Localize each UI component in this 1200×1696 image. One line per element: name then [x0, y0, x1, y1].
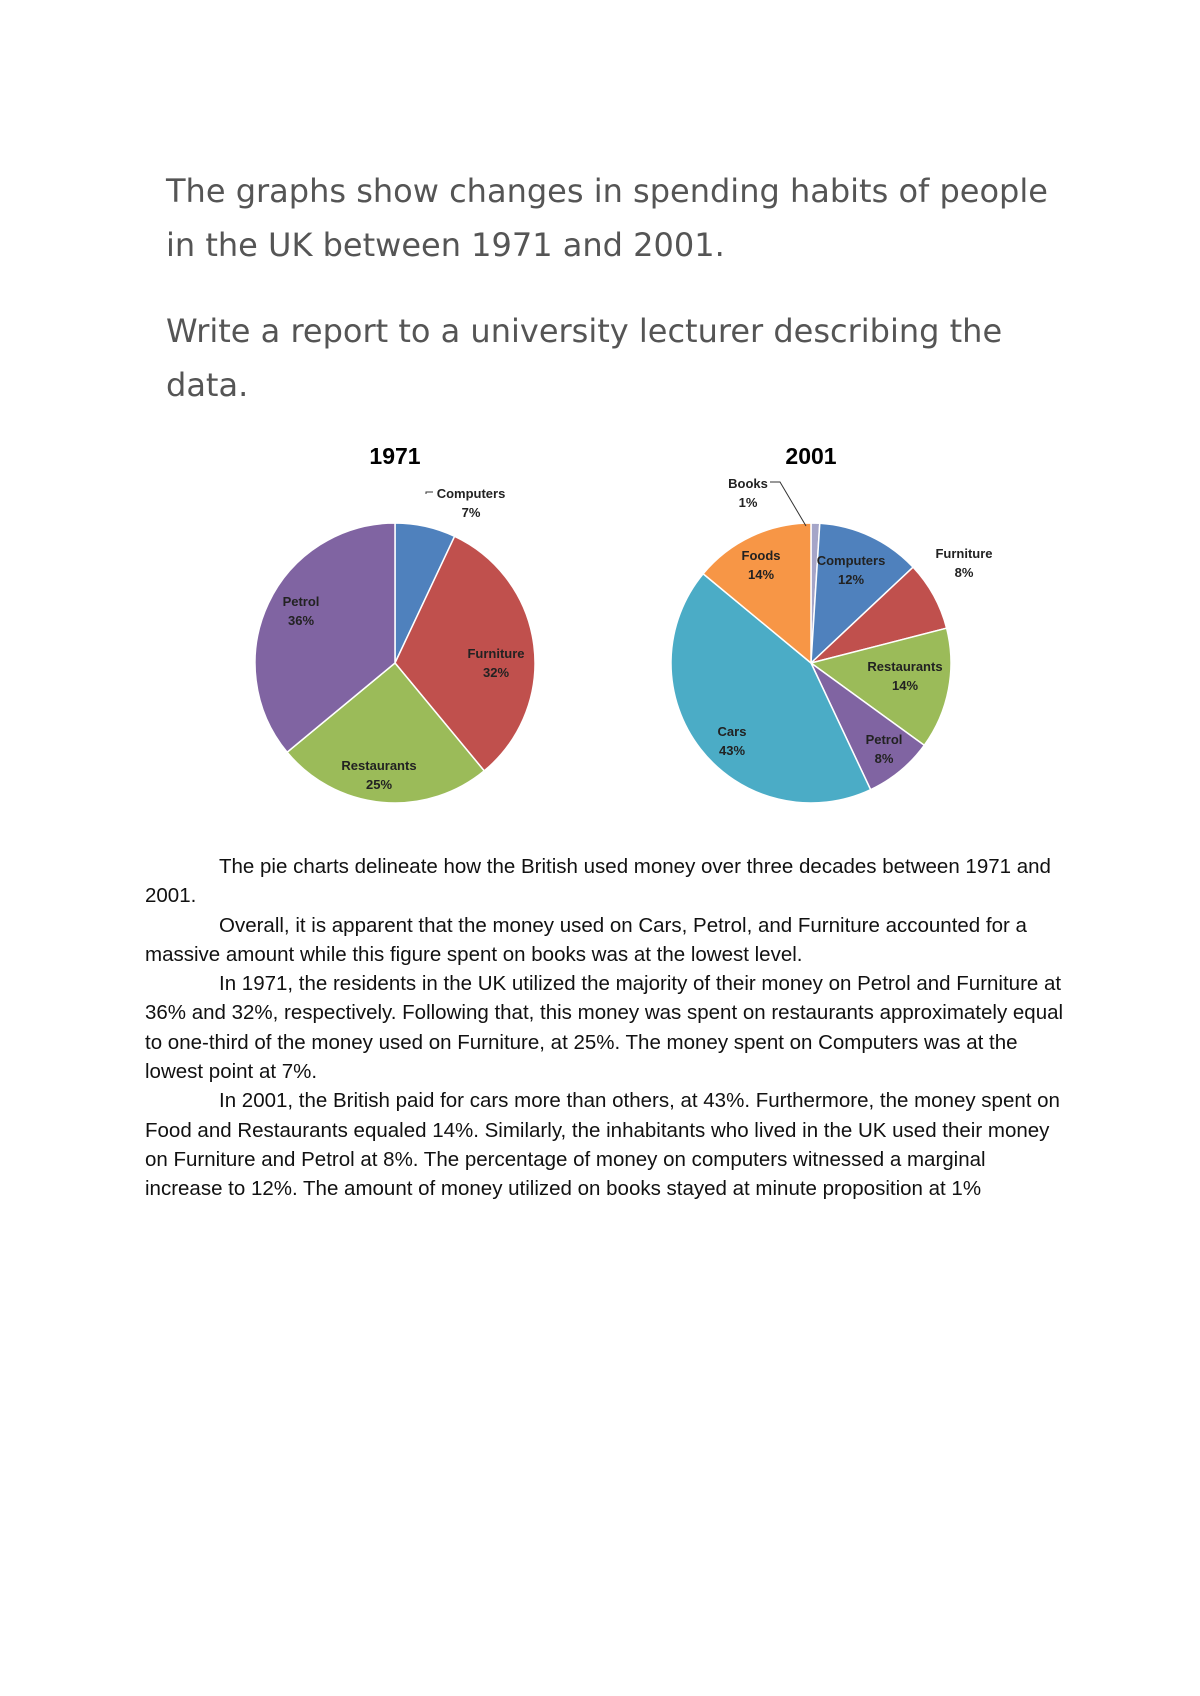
- essay-paragraph-1: The pie charts delineate how the British used money over three decades between 1971 and 2001.: [145, 855, 1051, 908]
- task-prompt: [166, 164, 1066, 444]
- pie-chart-2001: [671, 443, 993, 803]
- essay-paragraph-3: In 1971, the residents in the UK utilized the majority of their money on Petrol and Furniture at 36% and 32%, respectively. Following that, this money was spent on restaurants approximately equal to one-third of the money used on Furniture, at 25%. The money spent on Computers was at the lowest point at 7%.: [145, 972, 1064, 1084]
- chart-title-1971: 1971: [369, 443, 421, 469]
- slice-value-2001-restaurants: 14%: [891, 678, 919, 693]
- slice-label-1971-computers: Computers: [436, 486, 506, 501]
- slice-label-2001-computers: Computers: [816, 553, 886, 568]
- slice-label-1971-restaurants: Restaurants: [341, 758, 417, 773]
- leader-line-2001-books: [770, 482, 806, 526]
- slice-value-1971-restaurants: 25%: [365, 777, 393, 792]
- pie-charts: [0, 430, 1200, 810]
- slice-label-2001-foods: Foods: [741, 548, 781, 563]
- slice-value-2001-books: 1%: [738, 495, 758, 510]
- slice-value-1971-petrol: 36%: [287, 613, 315, 628]
- slice-value-2001-furniture: 8%: [954, 565, 974, 580]
- slice-label-2001-petrol: Petrol: [865, 732, 903, 747]
- slice-value-2001-computers: 12%: [837, 572, 865, 587]
- slice-value-2001-foods: 14%: [747, 567, 775, 582]
- slice-value-1971-furniture: 32%: [482, 665, 510, 680]
- essay-paragraph-2: Overall, it is apparent that the money used on Cars, Petrol, and Furniture accounted for a massive amount while this figure spent on books was at the lowest level.: [145, 913, 1027, 966]
- pie-charts-container: [0, 430, 1200, 810]
- pie-chart-1971: [255, 443, 535, 803]
- leader-line-1971-computers: [426, 492, 433, 494]
- prompt-description: The graphs show changes in spending habits of people in the UK between 1971 and 2001.: [166, 172, 1048, 264]
- essay-paragraph-4: In 2001, the British paid for cars more than others, at 43%. Furthermore, the money spent on Food and Restaurants equaled 14%. Similarly, the inhabitants who lived in the UK used their money on Furniture and Petrol at 8%. The percentage of money on computers witnessed a marginal increase to 12%. The amount of money utilized on books stayed at minute proposition at 1%: [145, 1089, 1060, 1201]
- slice-label-2001-restaurants: Restaurants: [867, 659, 943, 674]
- slice-value-2001-cars: 43%: [718, 743, 746, 758]
- slice-label-2001-cars: Cars: [717, 724, 747, 739]
- slice-value-1971-computers: 7%: [461, 505, 481, 520]
- slice-label-1971-petrol: Petrol: [282, 594, 320, 609]
- essay: [145, 852, 1065, 1204]
- slice-label-1971-furniture: Furniture: [467, 646, 525, 661]
- slice-label-2001-books: Books: [728, 476, 768, 491]
- slice-label-2001-furniture: Furniture: [935, 546, 993, 561]
- slice-value-2001-petrol: 8%: [874, 751, 894, 766]
- prompt-instruction: Write a report to a university lecturer describing the data.: [166, 312, 1003, 404]
- chart-title-2001: 2001: [785, 443, 837, 469]
